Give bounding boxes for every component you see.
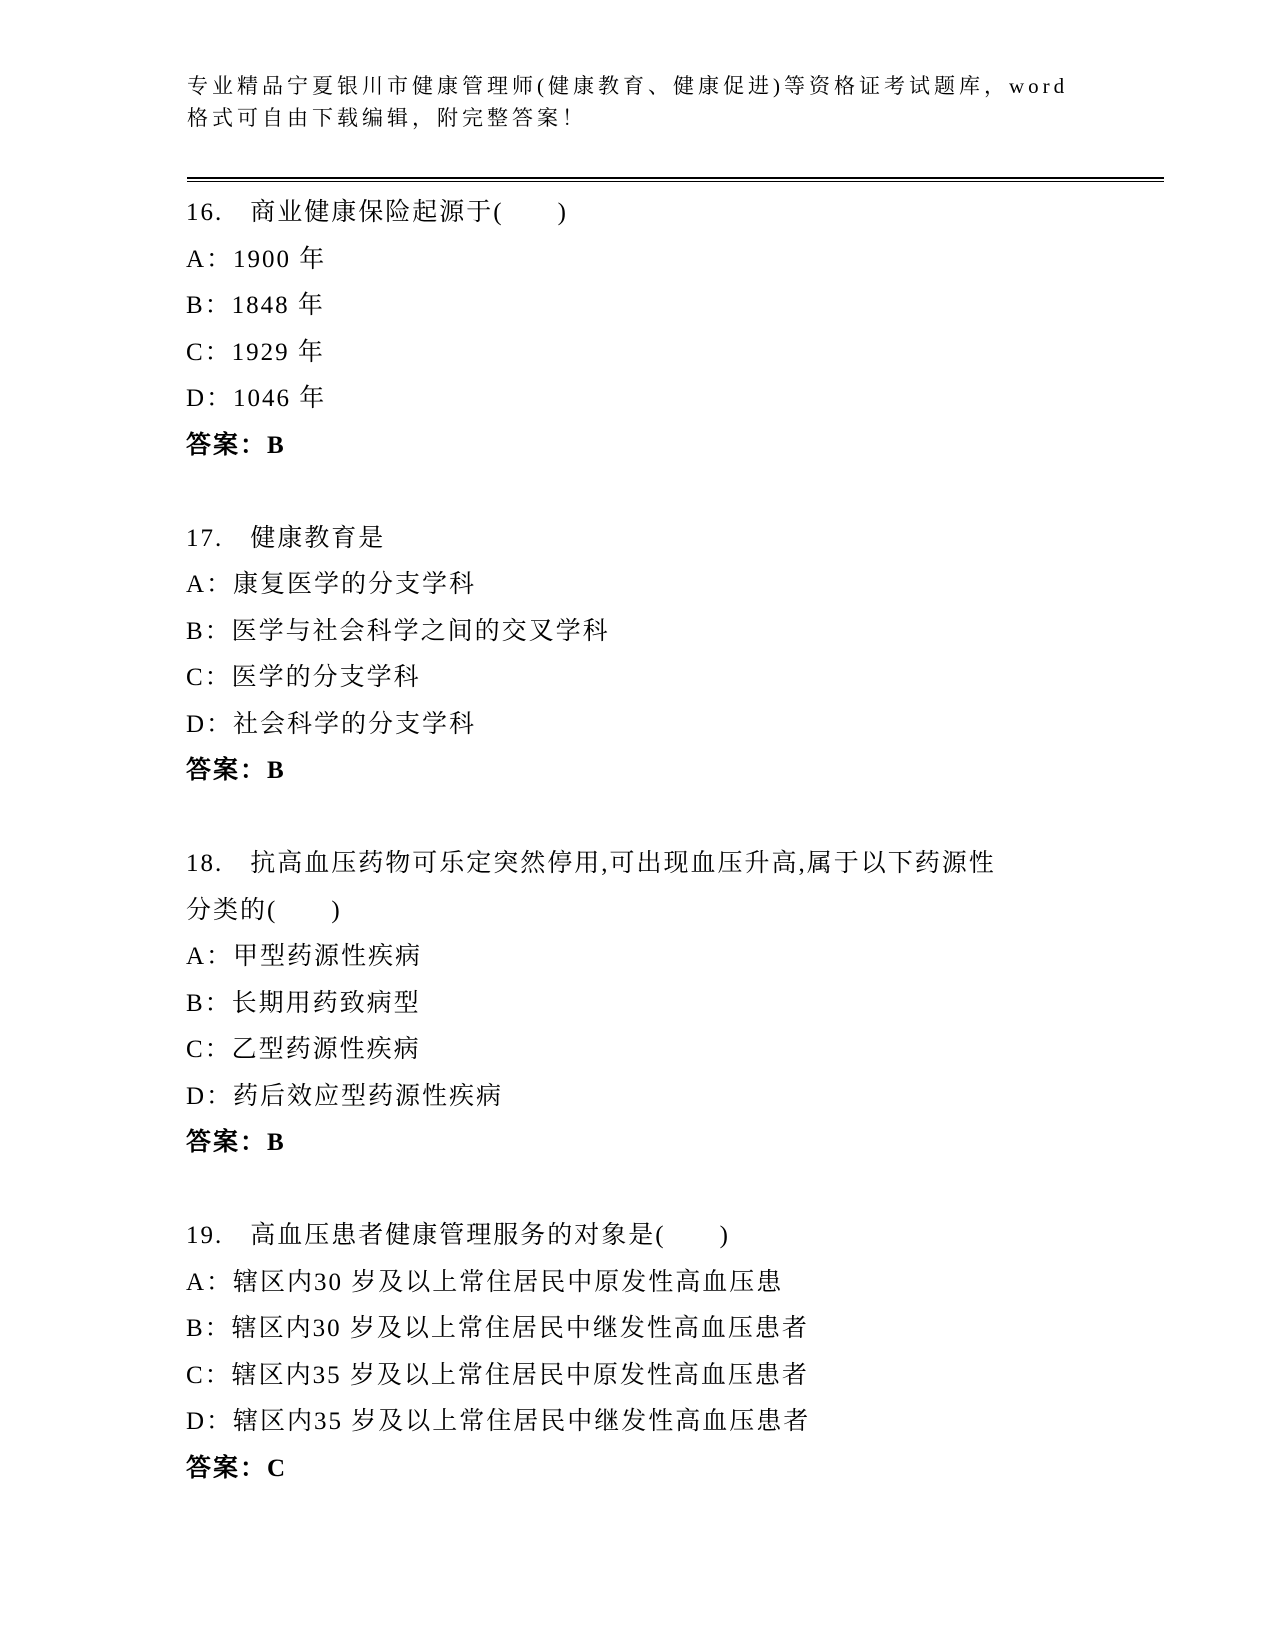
question-19-title-line-1: 19. 高血压患者健康管理服务的对象是( ) <box>186 1222 730 1249</box>
question-18-answer: 答案：B <box>186 1129 286 1156</box>
question-16-title-line-1: 16. 商业健康保险起源于( ) <box>186 199 568 226</box>
question-19-answer: 答案：C <box>186 1454 288 1482</box>
question-list <box>186 190 1171 1539</box>
question-18-title-line-2: 分类的( ) <box>186 896 342 924</box>
document-header <box>187 70 1117 134</box>
question-18-option-A: A：甲型药源性疾病 <box>186 943 423 970</box>
question-16-option-A: A：1900 年 <box>186 245 327 273</box>
question-19-option-C: C：辖区内35 岁及以上常住居民中原发性高血压患者 <box>186 1361 809 1389</box>
question-17-option-B: B：医学与社会科学之间的交叉学科 <box>186 617 610 645</box>
question-block-19 <box>186 1213 1171 1492</box>
question-17-option-C: C：医学的分支学科 <box>186 664 421 691</box>
question-16-option-C: C：1929 年 <box>186 338 325 366</box>
question-18-option-D: D：药后效应型药源性疾病 <box>186 1082 504 1110</box>
question-18-title-line-1: 18. 抗高血压药物可乐定突然停用,可出现血压升高,属于以下药源性 <box>186 850 996 877</box>
question-19-option-A: A：辖区内30 岁及以上常住居民中原发性高血压患 <box>186 1268 784 1296</box>
header-divider-rule <box>187 177 1164 182</box>
question-block-18 <box>186 841 1171 1167</box>
question-19-option-D: D：辖区内35 岁及以上常住居民中继发性高血压患者 <box>186 1408 811 1435</box>
question-17-option-A: A：康复医学的分支学科 <box>186 571 477 598</box>
question-18-option-B: B：长期用药致病型 <box>186 989 421 1017</box>
question-16-option-D: D：1046 年 <box>186 385 327 412</box>
header-disclaimer-line-2: 格式可自由下载编辑，附完整答案！ <box>187 106 587 130</box>
question-block-17 <box>186 516 1171 795</box>
question-17-answer: 答案：B <box>186 757 286 784</box>
question-19-option-B: B：辖区内30 岁及以上常住居民中继发性高血压患者 <box>186 1315 809 1342</box>
header-disclaimer-line-1: 专业精品宁夏银川市健康管理师(健康教育、健康促进)等资格证考试题库，word <box>187 74 1069 98</box>
question-block-16 <box>186 190 1171 469</box>
question-17-option-D: D：社会科学的分支学科 <box>186 710 477 738</box>
question-18-option-C: C：乙型药源性疾病 <box>186 1036 421 1063</box>
question-17-title-line-1: 17. 健康教育是 <box>186 524 386 552</box>
question-16-option-B: B：1848 年 <box>186 292 325 319</box>
question-16-answer: 答案：B <box>186 431 286 459</box>
